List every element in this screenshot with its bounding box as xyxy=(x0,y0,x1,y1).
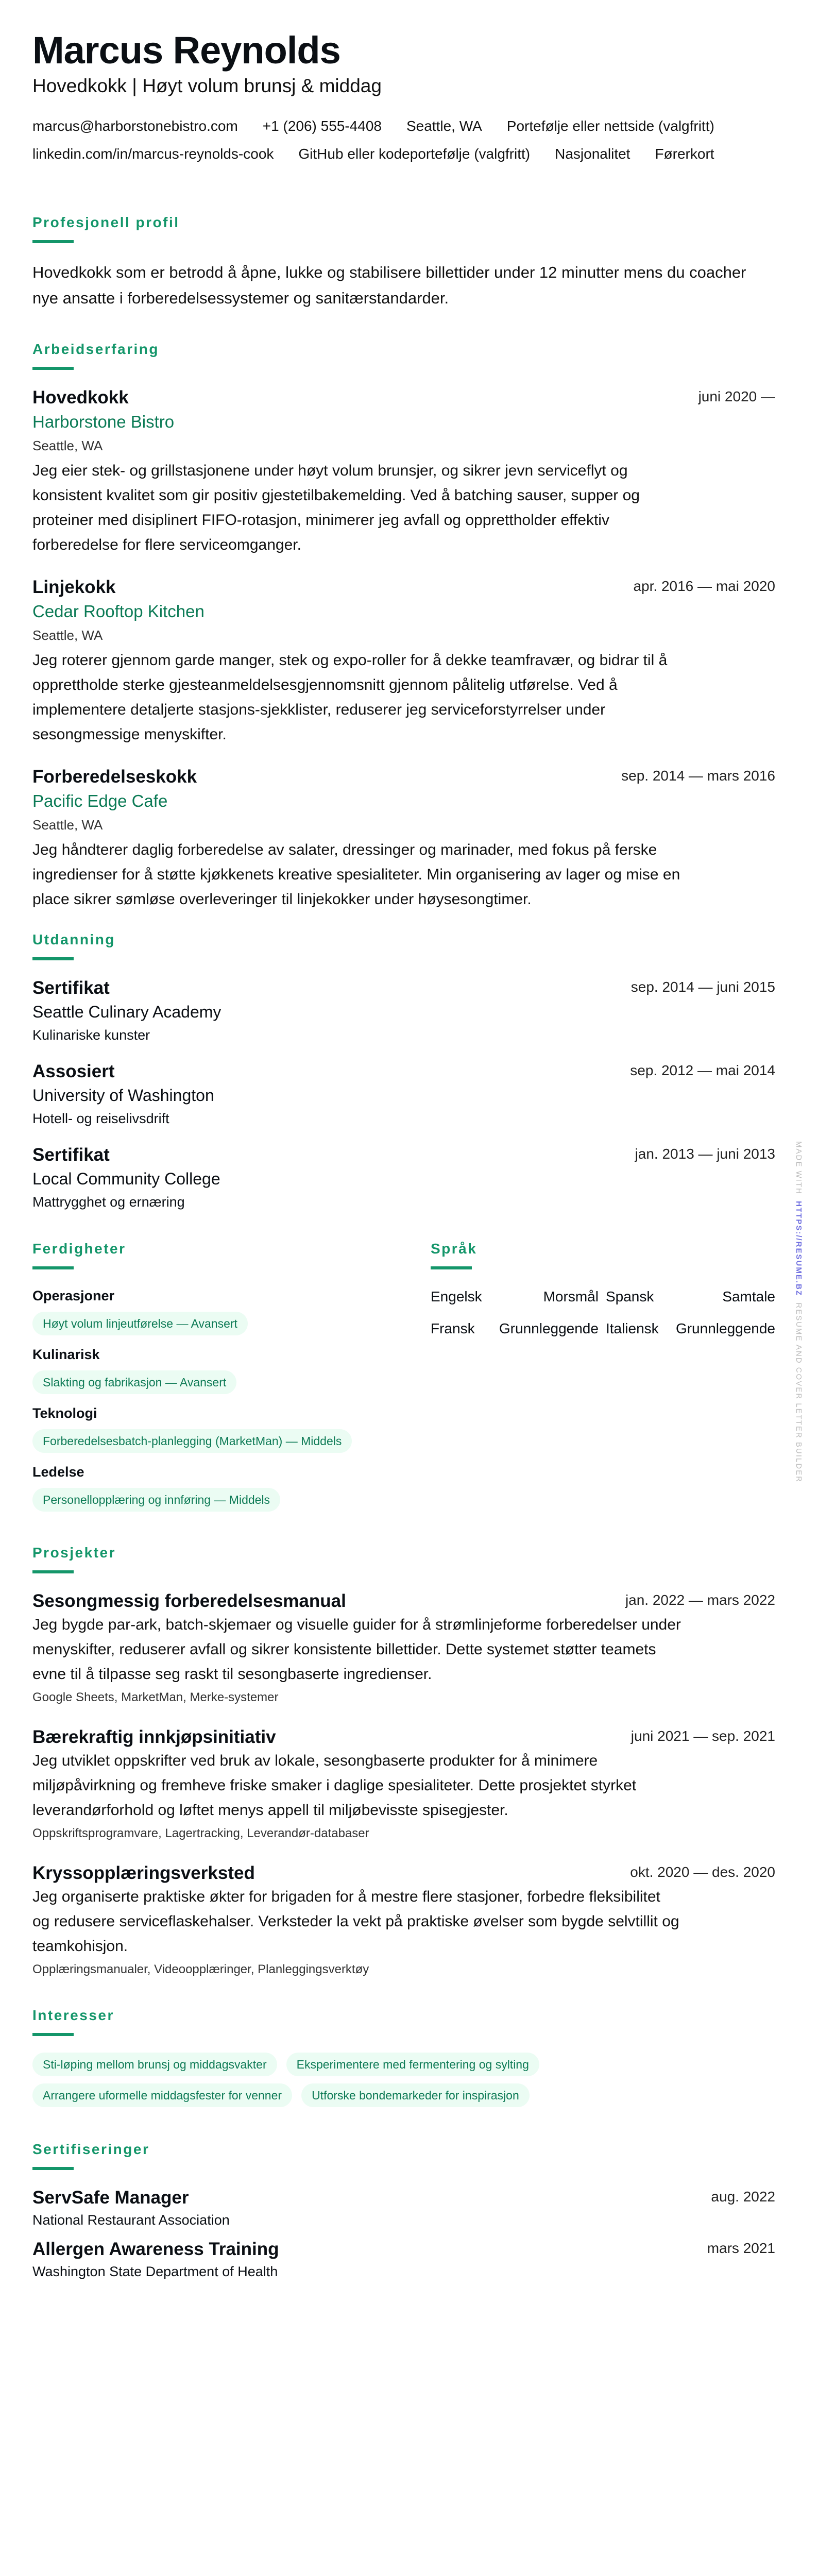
language-level: Morsmål xyxy=(543,1289,599,1304)
language-name: Italiensk xyxy=(605,1320,659,1336)
interest-pill: Sti-løping mellom brunsj og middagsvakter xyxy=(32,2053,277,2076)
job-title: Forberedelseskokk xyxy=(32,767,197,787)
certification-name: ServSafe Manager xyxy=(32,2188,189,2208)
watermark xyxy=(794,1141,803,1483)
skill-pill: Høyt volum linjeutførelse — Avansert xyxy=(32,1312,248,1335)
job-title: Hovedkokk xyxy=(32,387,129,408)
heading-underline xyxy=(32,1266,74,1269)
job-header xyxy=(32,766,775,788)
skill-pill-wrap xyxy=(32,1429,431,1462)
skill-pill-wrap xyxy=(32,1370,431,1403)
resume xyxy=(32,0,775,2310)
interest-pill: Eksperimentere med fermentering og sylting xyxy=(286,2053,539,2076)
heading-underline xyxy=(32,240,74,243)
projects-list xyxy=(32,1590,775,1980)
section-heading: Profesjonell profil xyxy=(32,214,180,230)
job-entry xyxy=(32,766,775,912)
contact-email[interactable]: marcus@harborstonebistro.com xyxy=(32,118,238,134)
education-degree: Sertifikat xyxy=(32,1145,110,1165)
certification-issuer: Washington State Department of Health xyxy=(32,2264,278,2279)
profile-text: Hovedkokk som er betrodd å åpne, lukke og stabilisere billettider under 12 minutter mens du coacher nye ansatte i forberedelsessystemer og sanitærstandarder. xyxy=(32,263,746,307)
job-dates: apr. 2016 — mai 2020 xyxy=(633,578,775,594)
section-heading: Ferdigheter xyxy=(32,1241,126,1257)
contact-license: Førerkort xyxy=(655,146,714,162)
section-heading: Språk xyxy=(431,1241,478,1257)
education-dates: sep. 2012 — mai 2014 xyxy=(630,1062,775,1078)
language-level: Grunnleggende xyxy=(675,1320,775,1336)
education-entry xyxy=(32,1060,775,1129)
section-heading: Arbeidserfaring xyxy=(32,341,159,357)
job-entry xyxy=(32,386,775,557)
job-location: Seattle, WA xyxy=(32,817,103,833)
languages-section xyxy=(431,1240,775,1521)
skill-group xyxy=(32,1286,431,1345)
job-location: Seattle, WA xyxy=(32,438,103,453)
skill-category: Kulinarisk xyxy=(32,1347,100,1362)
job-location: Seattle, WA xyxy=(32,628,103,643)
education-school: Local Community College xyxy=(32,1170,220,1188)
skill-category: Teknologi xyxy=(32,1405,97,1421)
education-entry xyxy=(32,1144,775,1213)
contact-location: Seattle, WA xyxy=(406,118,482,134)
heading-underline xyxy=(32,367,74,370)
education-degree: Assosiert xyxy=(32,1061,115,1081)
interest-pill: Utforske bondemarkeder for inspirasjon xyxy=(301,2083,530,2107)
project-dates: jan. 2022 — mars 2022 xyxy=(625,1592,775,1608)
project-technologies: Opplæringsmanualer, Videoopplæringer, Planleggingsverktøy xyxy=(32,1962,369,1976)
interests-section xyxy=(32,2006,775,2107)
heading-underline xyxy=(32,1570,74,1573)
contact-phone: +1 (206) 555-4408 xyxy=(262,118,382,134)
education-degree: Sertifikat xyxy=(32,978,110,998)
language-name: Engelsk xyxy=(431,1289,482,1304)
project-entry xyxy=(32,1590,775,1708)
skill-group xyxy=(32,1462,431,1521)
section-heading: Interesser xyxy=(32,2007,114,2023)
heading-underline xyxy=(431,1266,472,1269)
project-entry xyxy=(32,1862,775,1980)
heading-underline xyxy=(32,2167,74,2170)
candidate-name: Marcus Reynolds xyxy=(32,29,340,72)
project-header xyxy=(32,1590,775,1613)
education-list xyxy=(32,977,775,1213)
job-company: Harborstone Bistro xyxy=(32,412,175,431)
certifications-section xyxy=(32,2140,775,2282)
education-section xyxy=(32,930,775,1213)
certification-issuer: National Restaurant Association xyxy=(32,2212,230,2228)
project-description: Jeg bygde par-ark, batch-skjemaer og visuelle guider for å strømlinjeforme forberedelser under menyskifter, reduserer avfall og sikrer konsistente billettider. Dette systemet støtter teamets evne til å tilpasse seg raskt til sesongbaserte ingredienser. xyxy=(32,1616,681,1683)
project-dates: okt. 2020 — des. 2020 xyxy=(630,1864,775,1880)
education-entry xyxy=(32,977,775,1046)
skills-list xyxy=(32,1286,431,1521)
project-header xyxy=(32,1726,775,1749)
certification-header xyxy=(32,2187,775,2209)
education-header xyxy=(32,1060,775,1083)
language-level: Samtale xyxy=(722,1289,775,1304)
job-company: Pacific Edge Cafe xyxy=(32,791,168,810)
job-description: Jeg eier stek- og grillstasjonene under høyt volum brunsjer, og sikrer jevn serviceflyt og konsistent kvalitet som gir positiv gjestetilbakemelding. Ved å batching sauser, supper og proteiner med disiplinert FIFO-rotasjon, minimerer jeg avfall og opprettholder effektiv forberedelse for flere serviceomganger. xyxy=(32,462,640,553)
skill-pill-wrap xyxy=(32,1312,431,1345)
certification-date: mars 2021 xyxy=(707,2240,775,2256)
job-header xyxy=(32,576,775,599)
skill-category: Ledelse xyxy=(32,1464,84,1480)
education-dates: sep. 2014 — juni 2015 xyxy=(630,979,775,995)
contact-github[interactable]: GitHub eller kodeportefølje (valgfritt) xyxy=(298,146,531,162)
job-description: Jeg roterer gjennom garde manger, stek og expo-roller for å dekke teamfravær, og bidrar til å opprettholde sterke gjesteanmeldelsesgjennomsnitt gjennom pålitelig utførelse. Ved å implementere detaljerte stasjons-sjekklister, reduserer jeg serviceforstyrrelser under sesongmessige menyskifter. xyxy=(32,652,668,743)
certification-entry xyxy=(32,2187,775,2231)
projects-section xyxy=(32,1544,775,1980)
job-header xyxy=(32,386,775,409)
interests-list xyxy=(32,2053,625,2107)
project-description: Jeg utviklet oppskrifter ved bruk av lokale, sesongbaserte produkter for å minimere miljøpåvirkning og fremheve friske smaker i daglige spesialiteter. Dette prosjektet styrket leverandørforhold og løftet menys appell til miljøbevisste spisegjester. xyxy=(32,1752,637,1819)
skill-pill: Forberedelsesbatch-planlegging (MarketMan) — Middels xyxy=(32,1429,352,1453)
languages-grid xyxy=(431,1281,775,1345)
resume-header xyxy=(32,0,775,168)
education-header xyxy=(32,1144,775,1166)
project-entry xyxy=(32,1726,775,1844)
language-name: Fransk xyxy=(431,1320,475,1336)
contact-nationality: Nasjonalitet xyxy=(555,146,630,162)
language-name: Spansk xyxy=(605,1289,654,1304)
certification-header xyxy=(32,2238,775,2261)
certification-date: aug. 2022 xyxy=(711,2189,775,2205)
profile-section xyxy=(32,213,775,311)
watermark-prefix: MADE WITH xyxy=(794,1141,803,1195)
skill-group xyxy=(32,1403,431,1462)
section-heading: Sertifiseringer xyxy=(32,2141,150,2157)
education-field: Hotell- og reiselivsdrift xyxy=(32,1111,169,1126)
skill-pill: Slakting og fabrikasjon — Avansert xyxy=(32,1370,236,1394)
project-title: Kryssopplæringsverksted xyxy=(32,1863,255,1883)
job-title: Linjekokk xyxy=(32,577,116,597)
contact-portfolio[interactable]: Portefølje eller nettside (valgfritt) xyxy=(506,118,714,134)
certification-name: Allergen Awareness Training xyxy=(32,2239,279,2259)
heading-underline xyxy=(32,2033,74,2036)
skills-languages xyxy=(32,1240,775,1521)
skill-group xyxy=(32,1345,431,1403)
language-level: Grunnleggende xyxy=(499,1320,599,1336)
interest-pill: Arrangere uformelle middagsfester for venner xyxy=(32,2083,292,2107)
headline: Hovedkokk | Høyt volum brunsj & middag xyxy=(32,75,382,96)
section-heading: Utdanning xyxy=(32,931,115,947)
education-field: Kulinariske kunster xyxy=(32,1027,150,1043)
project-description: Jeg organiserte praktiske økter for brigaden for å mestre flere stasjoner, forbedre fleksibilitet og redusere serviceflaskehalser. Verksteder la vekt på praktiske øvelser som bygde selvtillit og teamkohisjon. xyxy=(32,1888,679,1955)
contact-list xyxy=(32,112,775,168)
skill-pill: Personellopplæring og innføring — Middels xyxy=(32,1488,280,1512)
contact-linkedin[interactable]: linkedin.com/in/marcus-reynolds-cook xyxy=(32,146,274,162)
education-header xyxy=(32,977,775,999)
watermark-suffix: RESUME AND COVER LETTER BUILDER xyxy=(794,1302,803,1483)
experience-section xyxy=(32,340,775,912)
skills-section xyxy=(32,1240,431,1521)
education-school: University of Washington xyxy=(32,1086,214,1105)
job-dates: sep. 2014 — mars 2016 xyxy=(621,768,775,784)
section-heading: Prosjekter xyxy=(32,1545,116,1561)
project-technologies: Oppskriftsprogramvare, Lagertracking, Leverandør-databaser xyxy=(32,1826,369,1840)
heading-underline xyxy=(32,957,74,960)
experience-list xyxy=(32,386,775,912)
job-entry xyxy=(32,576,775,747)
certifications-list xyxy=(32,2187,775,2282)
watermark-link[interactable]: HTTPS://RESUME.BZ xyxy=(794,1201,803,1297)
project-header xyxy=(32,1862,775,1885)
education-dates: jan. 2013 — juni 2013 xyxy=(635,1146,775,1162)
education-field: Mattrygghet og ernæring xyxy=(32,1194,185,1210)
certification-entry xyxy=(32,2238,775,2282)
project-title: Sesongmessig forberedelsesmanual xyxy=(32,1591,346,1611)
skill-category: Operasjoner xyxy=(32,1288,115,1303)
job-description: Jeg håndterer daglig forberedelse av salater, dressinger og marinader, med fokus på ferske ingredienser for å støtte kjøkkenets kreative spesialiteter. Min organisering av lager og mise en place sikrer sømløse overleveringer til linjekokker under høysesongtimer. xyxy=(32,841,680,908)
project-technologies: Google Sheets, MarketMan, Merke-systemer xyxy=(32,1690,279,1704)
skill-pill-wrap xyxy=(32,1488,431,1521)
project-dates: juni 2021 — sep. 2021 xyxy=(630,1728,775,1744)
project-title: Bærekraftig innkjøpsinitiativ xyxy=(32,1727,276,1747)
job-dates: juni 2020 — xyxy=(698,388,775,404)
education-school: Seattle Culinary Academy xyxy=(32,1003,221,1021)
job-company: Cedar Rooftop Kitchen xyxy=(32,602,204,621)
